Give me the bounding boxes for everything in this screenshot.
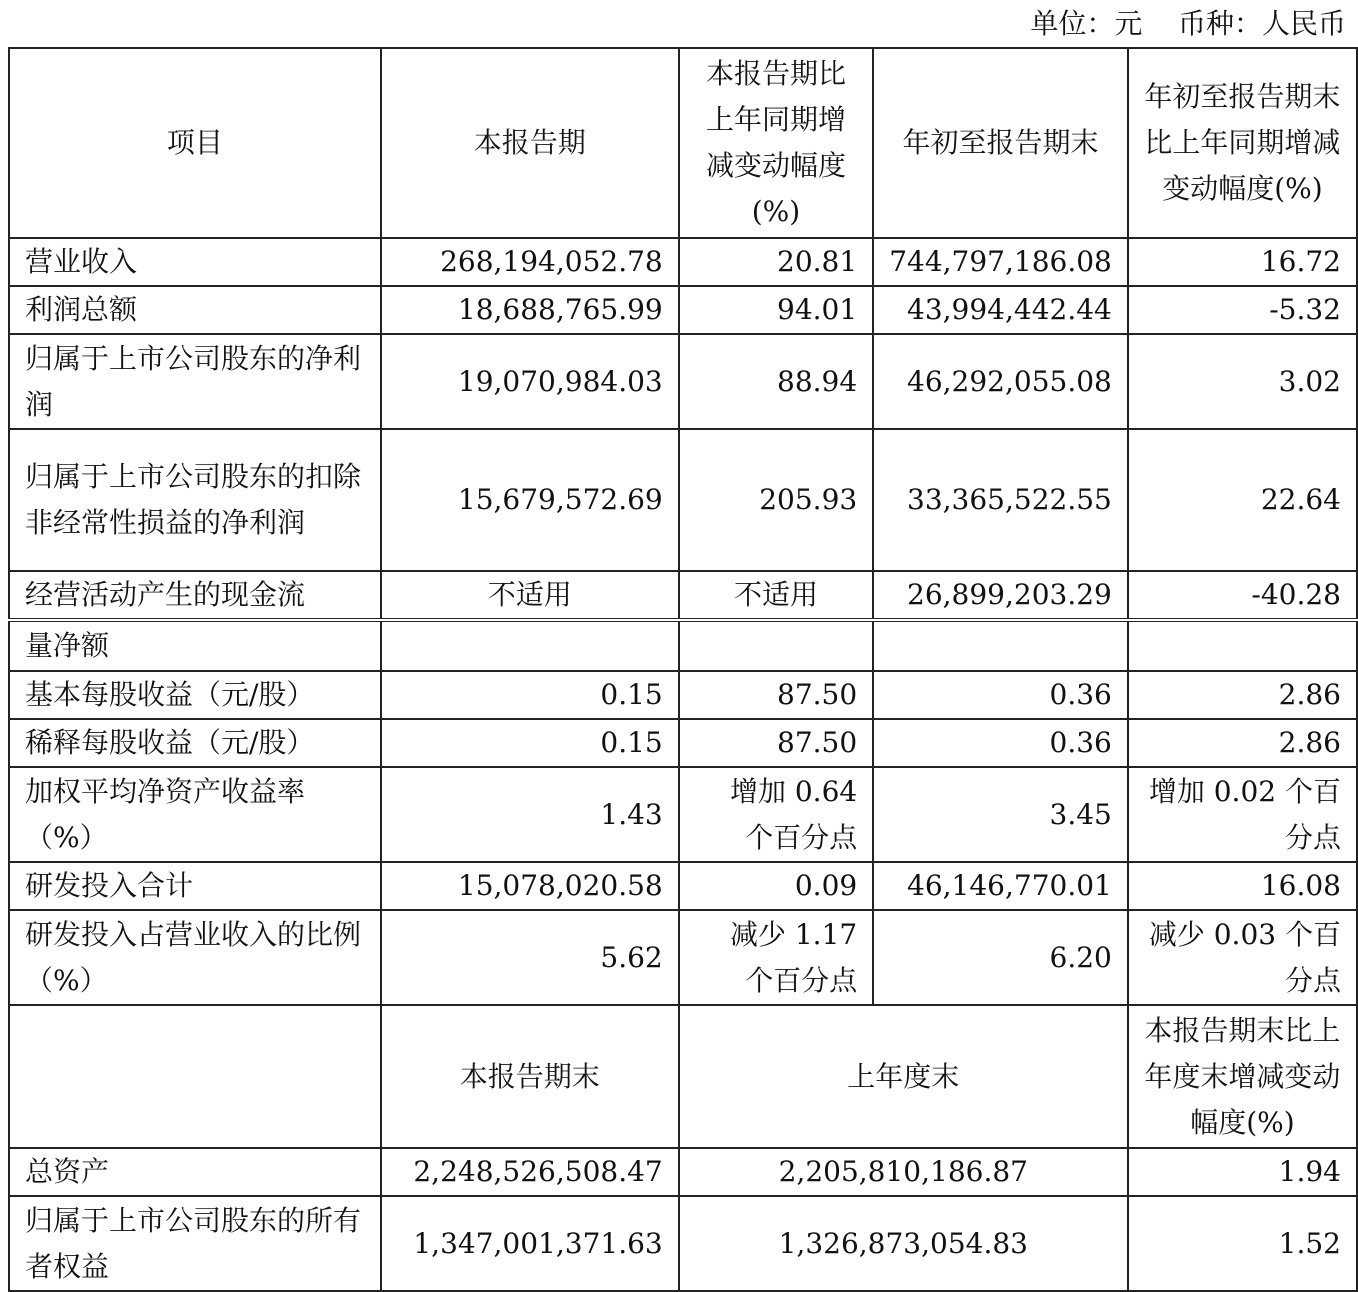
cell-ytd-change: 16.72 xyxy=(1128,238,1357,286)
cell-ytd: 33,365,522.55 xyxy=(873,429,1128,571)
cell-current-period: 15,679,572.69 xyxy=(381,429,679,571)
cell-current-change: 87.50 xyxy=(679,719,873,767)
cell-current-period: 19,070,984.03 xyxy=(381,334,679,429)
cell-current-period: 0.15 xyxy=(381,671,679,719)
cell-period-end: 1,347,001,371.63 xyxy=(381,1196,679,1291)
table-row xyxy=(9,286,1357,334)
row-item-label: 稀释每股收益（元/股） xyxy=(9,719,381,767)
table-header-row xyxy=(9,48,1357,238)
cell-current-change: 不适用 xyxy=(679,571,873,620)
cell-current-period: 0.15 xyxy=(381,719,679,767)
cell-ytd xyxy=(873,620,1128,671)
subheader-prior-year-end: 上年度末 xyxy=(679,1005,1128,1148)
cell-prior-year-end: 2,205,810,186.87 xyxy=(679,1148,1128,1196)
financial-data-table xyxy=(8,47,1358,1292)
row-item-label: 利润总额 xyxy=(9,286,381,334)
cell-current-change: 205.93 xyxy=(679,429,873,571)
cell-ytd: 43,994,442.44 xyxy=(873,286,1128,334)
subheader-period-end: 本报告期末 xyxy=(381,1005,679,1148)
cell-ytd: 744,797,186.08 xyxy=(873,238,1128,286)
header-item: 项目 xyxy=(9,48,381,238)
table-row xyxy=(9,429,1357,571)
header-current-change: 本报告期比上年同期增减变动幅度(%) xyxy=(679,48,873,238)
cell-ytd-change: 2.86 xyxy=(1128,719,1357,767)
row-item-label: 总资产 xyxy=(9,1148,381,1196)
cell-ytd-change: 3.02 xyxy=(1128,334,1357,429)
row-item-label: 归属于上市公司股东的所有者权益 xyxy=(9,1196,381,1291)
row-item-label: 量净额 xyxy=(9,620,381,671)
cell-ytd: 46,146,770.01 xyxy=(873,862,1128,910)
row-item-label: 归属于上市公司股东的扣除非经常性损益的净利润 xyxy=(9,429,381,571)
table-row xyxy=(9,620,1357,671)
cell-ytd-change: 22.64 xyxy=(1128,429,1357,571)
cell-current-change xyxy=(679,620,873,671)
table-row xyxy=(9,571,1357,620)
subheader-item xyxy=(9,1005,381,1148)
cell-current-period xyxy=(381,620,679,671)
cell-ytd: 3.45 xyxy=(873,767,1128,862)
cell-change: 1.94 xyxy=(1128,1148,1357,1196)
cell-prior-year-end: 1,326,873,054.83 xyxy=(679,1196,1128,1291)
table-row xyxy=(9,767,1357,862)
cell-ytd-change: -5.32 xyxy=(1128,286,1357,334)
table-row xyxy=(9,671,1357,719)
table-row xyxy=(9,1196,1357,1291)
cell-ytd-change: -40.28 xyxy=(1128,571,1357,620)
cell-current-change: 87.50 xyxy=(679,671,873,719)
cell-period-end: 2,248,526,508.47 xyxy=(381,1148,679,1196)
cell-ytd-change: 减少 0.03 个百分点 xyxy=(1128,910,1357,1005)
cell-ytd: 6.20 xyxy=(873,910,1128,1005)
header-ytd: 年初至报告期末 xyxy=(873,48,1128,238)
cell-current-change: 20.81 xyxy=(679,238,873,286)
cell-current-change: 94.01 xyxy=(679,286,873,334)
cell-current-period: 18,688,765.99 xyxy=(381,286,679,334)
cell-ytd-change: 2.86 xyxy=(1128,671,1357,719)
cell-ytd-change xyxy=(1128,620,1357,671)
cell-ytd-change: 16.08 xyxy=(1128,862,1357,910)
row-item-label: 基本每股收益（元/股） xyxy=(9,671,381,719)
row-item-label: 研发投入合计 xyxy=(9,862,381,910)
cell-current-period: 5.62 xyxy=(381,910,679,1005)
cell-current-period: 268,194,052.78 xyxy=(381,238,679,286)
row-item-label: 经营活动产生的现金流 xyxy=(9,571,381,620)
subheader-change: 本报告期末比上年度末增减变动幅度(%) xyxy=(1128,1005,1357,1148)
cell-ytd: 0.36 xyxy=(873,719,1128,767)
table-subheader-row xyxy=(9,1005,1357,1148)
row-item-label: 研发投入占营业收入的比例（%） xyxy=(9,910,381,1005)
header-current-period: 本报告期 xyxy=(381,48,679,238)
table-row xyxy=(9,862,1357,910)
header-ytd-change: 年初至报告期末比上年同期增减变动幅度(%) xyxy=(1128,48,1357,238)
cell-ytd: 26,899,203.29 xyxy=(873,571,1128,620)
cell-current-period: 不适用 xyxy=(381,571,679,620)
currency-unit-note: 单位：元 币种：人民币 xyxy=(1030,7,1346,40)
cell-current-change: 减少 1.17 个百分点 xyxy=(679,910,873,1005)
row-item-label: 归属于上市公司股东的净利润 xyxy=(9,334,381,429)
cell-current-period: 15,078,020.58 xyxy=(381,862,679,910)
table-row xyxy=(9,910,1357,1005)
cell-current-period: 1.43 xyxy=(381,767,679,862)
table-row xyxy=(9,719,1357,767)
cell-ytd-change: 增加 0.02 个百分点 xyxy=(1128,767,1357,862)
cell-change: 1.52 xyxy=(1128,1196,1357,1291)
cell-current-change: 88.94 xyxy=(679,334,873,429)
row-item-label: 营业收入 xyxy=(9,238,381,286)
table-row xyxy=(9,238,1357,286)
row-item-label: 加权平均净资产收益率（%） xyxy=(9,767,381,862)
cell-current-change: 增加 0.64 个百分点 xyxy=(679,767,873,862)
table-row xyxy=(9,334,1357,429)
cell-ytd: 46,292,055.08 xyxy=(873,334,1128,429)
cell-current-change: 0.09 xyxy=(679,862,873,910)
table-row xyxy=(9,1148,1357,1196)
cell-ytd: 0.36 xyxy=(873,671,1128,719)
